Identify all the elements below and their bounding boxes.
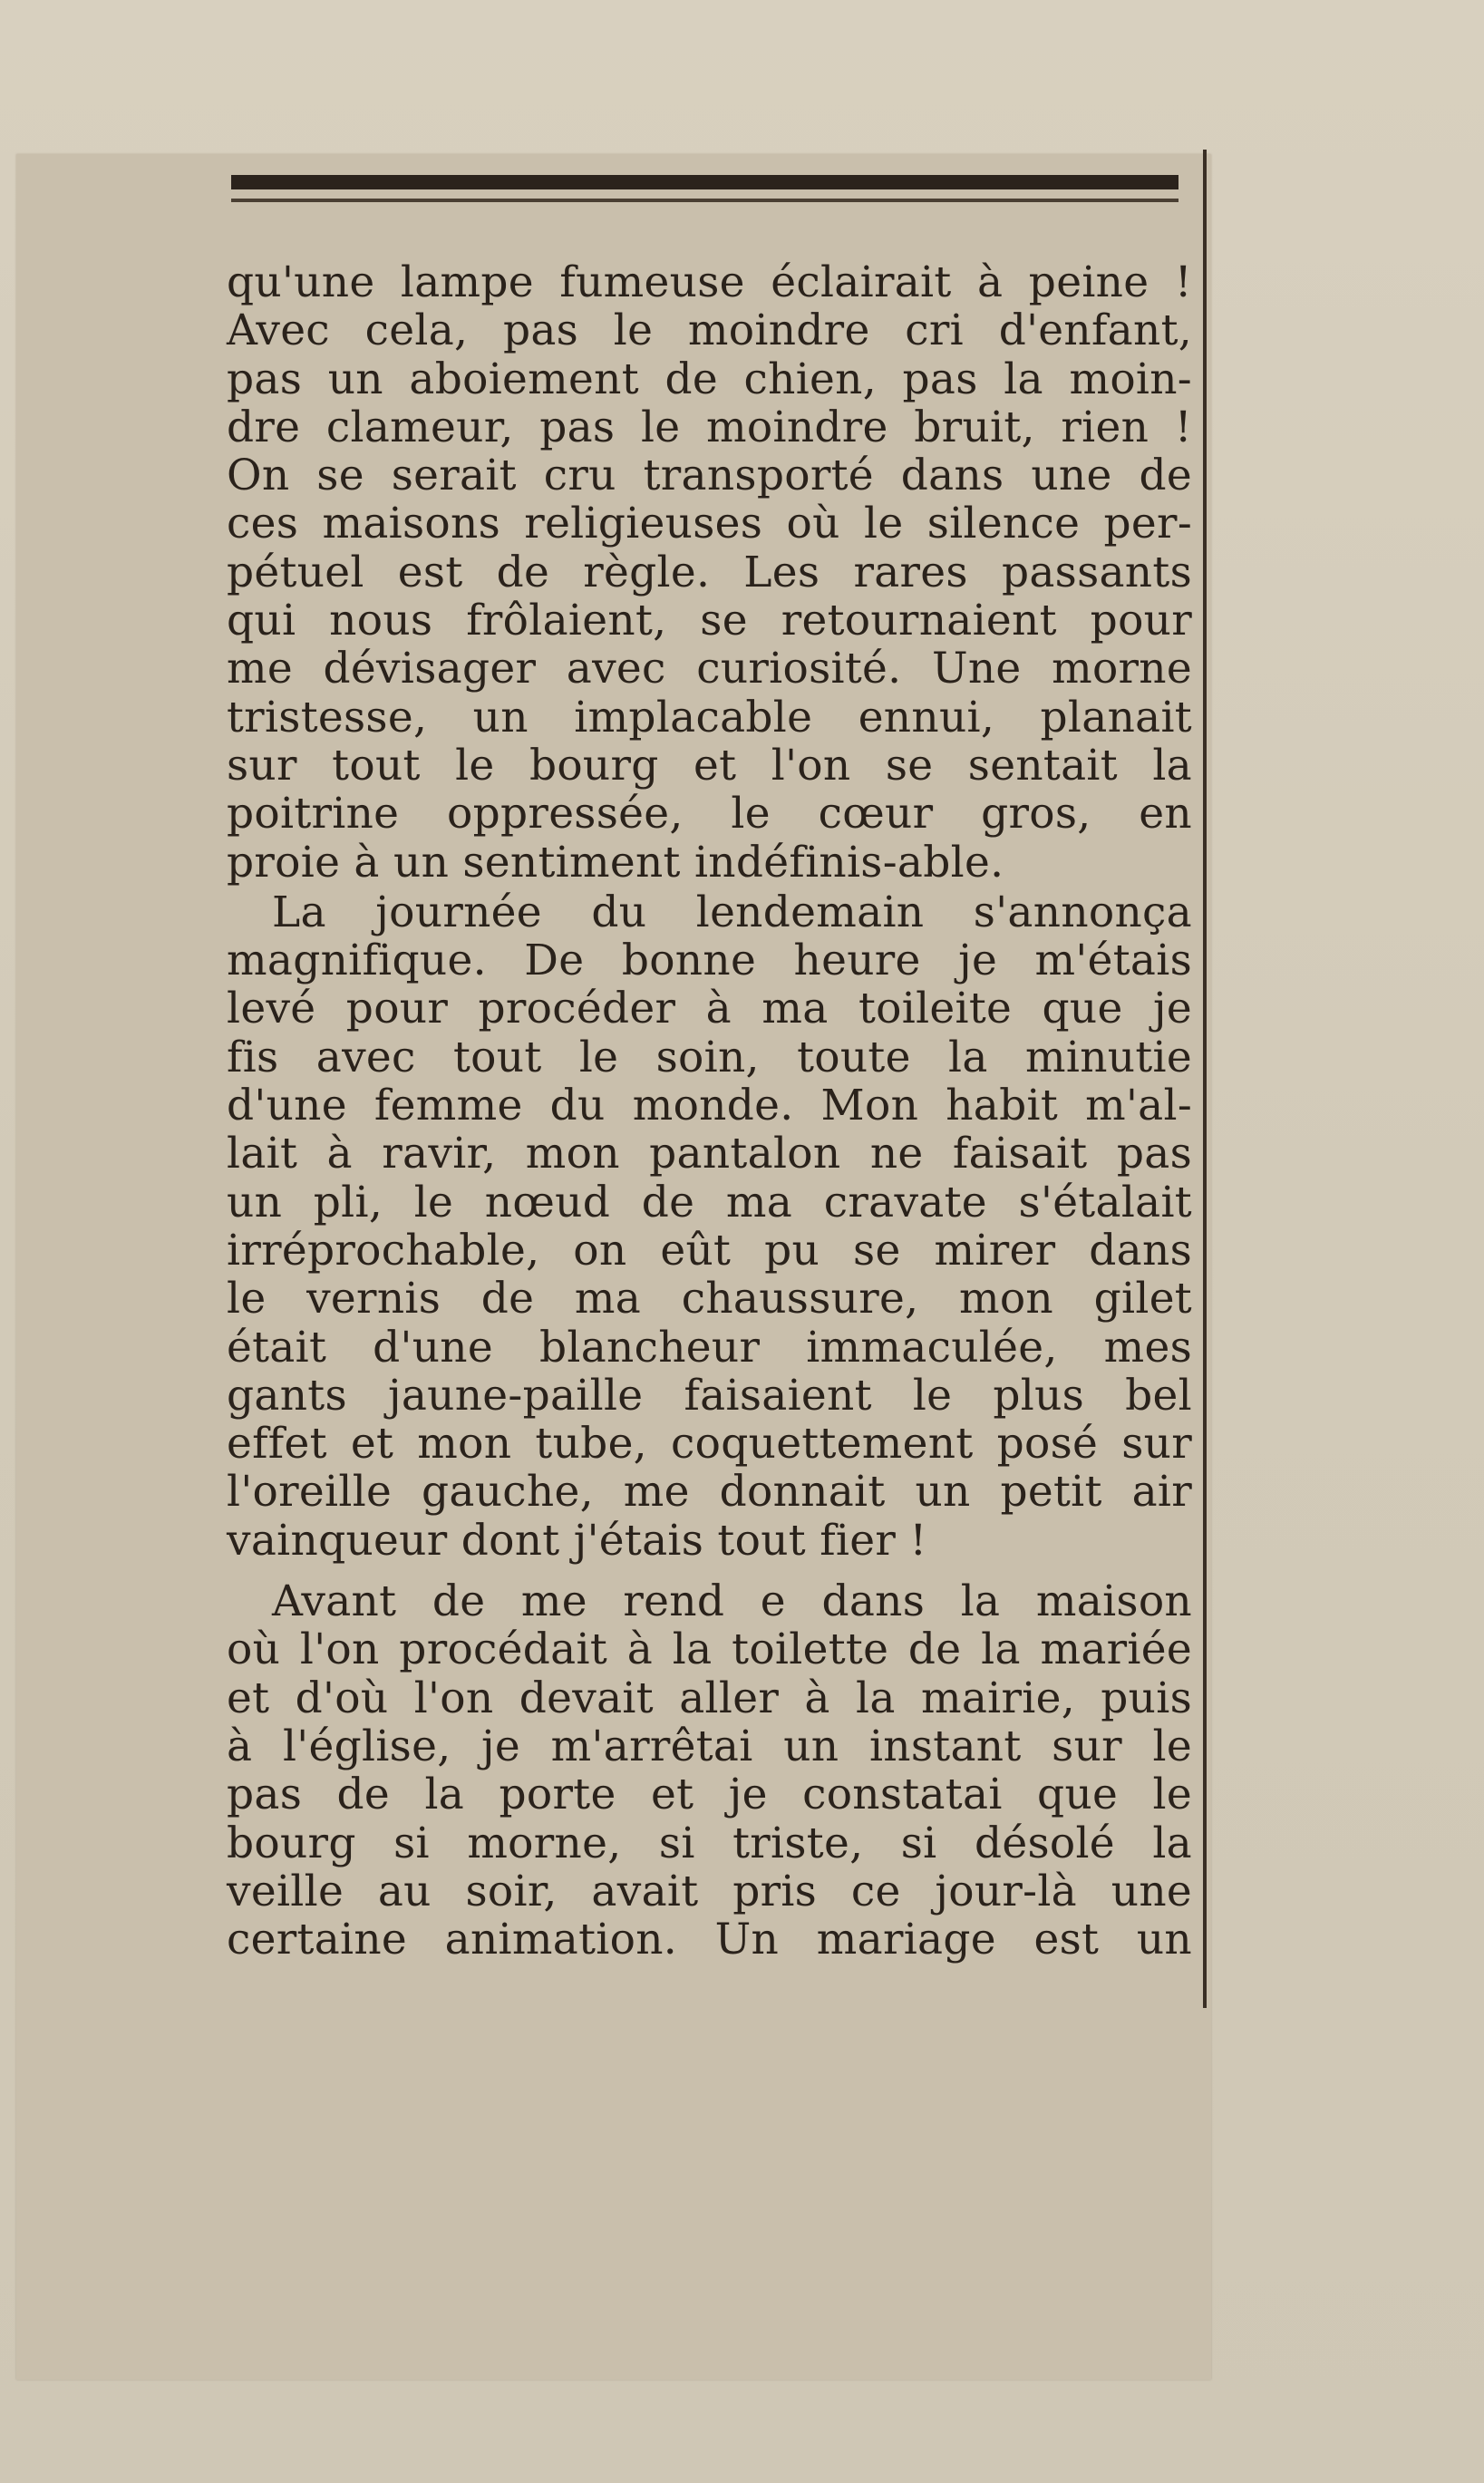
- text-line: bourg si morne, si triste, si désolé la: [227, 1818, 1192, 1868]
- text-line: On se serait cru transporté dans une de: [227, 451, 1192, 501]
- text-line: sur tout le bourg et l'on se sentait la: [227, 740, 1192, 790]
- text-line: Avant de me rend e dans la maison: [272, 1576, 1192, 1627]
- text-line: pas de la porte et je constatai que le: [227, 1770, 1192, 1820]
- text-line: fis avec tout le soin, toute la minutie: [227, 1032, 1192, 1082]
- text-line: l'oreille gauche, me donnait un petit air: [227, 1467, 1192, 1518]
- text-line: où l'on procédait à la toilette de la mariée: [227, 1625, 1192, 1675]
- text-line: magnifique. De bonne heure je m'étais: [227, 936, 1192, 986]
- column-rule: [1203, 150, 1207, 2008]
- paragraph-2: [227, 888, 1192, 1565]
- text-line: qu'une lampe fumeuse éclairait à peine !: [227, 257, 1192, 307]
- text-line: me dévisager avec curiosité. Une morne: [227, 644, 1192, 694]
- text-line: pétuel est de règle. Les rares passants: [227, 547, 1192, 597]
- text-line: La journée du lendemain s'annonça: [272, 887, 1192, 937]
- text-line: pas un aboiement de chien, pas la moin-: [227, 354, 1192, 404]
- text-line: certaine animation. Un mariage est un: [227, 1915, 1192, 1965]
- text-line: proie à un sentiment indéfinis-able.: [227, 837, 1004, 887]
- text-line: qui nous frôlaient, se retournaient pour: [227, 596, 1192, 646]
- text-line: lait à ravir, mon pantalon ne faisait pas: [227, 1129, 1192, 1179]
- text-line: tristesse, un implacable ennui, planait: [227, 692, 1192, 742]
- header-rule: [231, 175, 1178, 189]
- text-line: vainqueur dont j'étais tout fier !: [227, 1515, 927, 1566]
- text-line: et d'où l'on devait aller à la mairie, puis: [227, 1673, 1192, 1723]
- text-line: veille au soir, avait pris ce jour-là une: [227, 1866, 1192, 1916]
- text-line: gants jaune-paille faisaient le plus bel: [227, 1370, 1192, 1421]
- text-line: poitrine oppressée, le cœur gros, en: [227, 789, 1192, 839]
- text-line: levé pour procéder à ma toileite que je: [227, 984, 1192, 1034]
- paragraph-1: [227, 258, 1192, 887]
- text-line: un pli, le nœud de ma cravate s'étalait: [227, 1177, 1192, 1227]
- text-line: le vernis de ma chaussure, mon gilet: [227, 1274, 1192, 1324]
- paragraph-3: [227, 1577, 1192, 1964]
- header-rule-thin: [231, 199, 1178, 202]
- text-line: à l'église, je m'arrêtai un instant sur le: [227, 1721, 1192, 1771]
- text-line: Avec cela, pas le moindre cri d'enfant,: [227, 306, 1192, 356]
- text-line: dre clameur, pas le moindre bruit, rien !: [227, 402, 1192, 452]
- text-line: d'une femme du monde. Mon habit m'al-: [227, 1081, 1192, 1131]
- text-line: ces maisons religieuses où le silence per-: [227, 499, 1192, 549]
- text-line: effet et mon tube, coquettement posé sur: [227, 1419, 1192, 1469]
- article-text: [227, 258, 1192, 1964]
- text-line: irréprochable, on eût pu se mirer dans: [227, 1225, 1192, 1275]
- text-line: était d'une blancheur immaculée, mes: [227, 1322, 1192, 1372]
